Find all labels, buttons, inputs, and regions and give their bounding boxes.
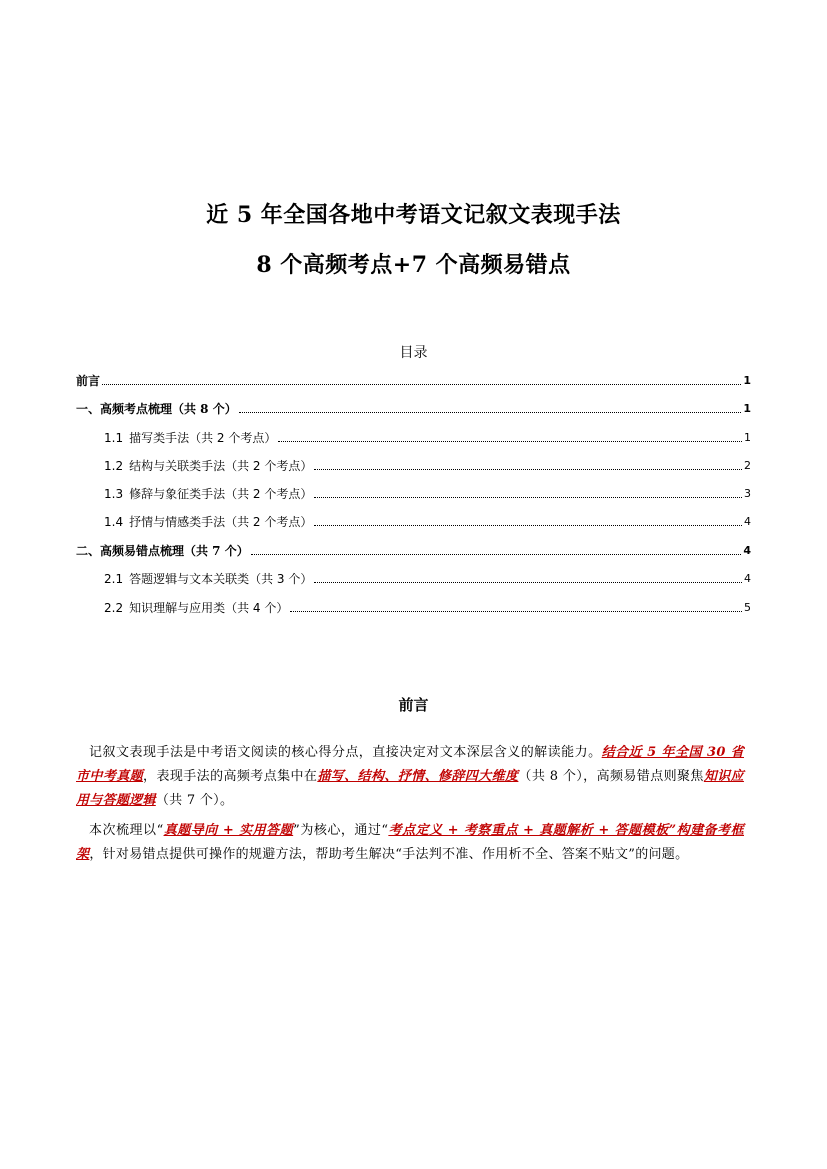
toc-leader-dots	[251, 553, 742, 555]
preface-text: 本次梳理以“	[89, 823, 164, 838]
toc-entry-number: 1.2	[104, 459, 124, 473]
toc-entry-number: 2.1	[104, 572, 124, 586]
toc-entry-1-2[interactable]	[104, 455, 751, 473]
toc-entry-1-3[interactable]	[104, 483, 751, 501]
toc-heading: 目录	[399, 345, 428, 361]
preface-highlight: 描写、结构、抒情、修辞四大维度	[317, 769, 519, 784]
toc-page-number: 4	[743, 544, 751, 557]
toc-leader-dots	[314, 524, 742, 526]
toc-entry-section-2[interactable]	[76, 540, 751, 558]
toc-leader-dots	[314, 581, 742, 583]
toc-page-number: 1	[743, 374, 751, 387]
toc-entry-number: 1.1	[104, 431, 124, 445]
preface-text: （共 8 个），高频易错点则聚焦	[518, 769, 704, 784]
toc-entry-number: 1.3	[104, 487, 124, 501]
toc-page-number: 4	[744, 572, 751, 585]
preface-text: ，表现手法的高频考点集中在	[143, 769, 318, 784]
toc-entry-preface[interactable]	[76, 370, 751, 388]
toc-page-number: 3	[744, 487, 751, 500]
toc-leader-dots	[102, 383, 741, 385]
toc-leader-dots	[239, 411, 742, 413]
toc-leader-dots	[314, 496, 742, 498]
document-title-line-2: 8 个高频考点+7 个高频易错点	[256, 252, 571, 278]
toc-leader-dots	[290, 610, 742, 612]
toc-entry-1-1[interactable]	[104, 427, 751, 445]
toc-leader-dots	[278, 440, 742, 442]
toc-page-number: 5	[744, 601, 751, 614]
toc-entry-2-1[interactable]	[104, 568, 751, 586]
preface-paragraph-2	[76, 819, 744, 867]
toc-leader-dots	[314, 468, 742, 470]
preface-text: （共 7 个）。	[155, 793, 234, 808]
preface-text: 记叙文表现手法是中考语文阅读的核心得分点，直接决定对文本深层含义的解读能力。	[89, 745, 602, 760]
preface-highlight: 知识应用与答题逻辑	[76, 769, 744, 808]
preface-highlight: 考点定义 + 考察重点 + 真题解析 + 答题模板”构建备考框架	[76, 823, 744, 862]
toc-entry-label: 结构与关联类手法（共 2 个考点）	[129, 459, 313, 473]
toc-entry-number: 1.4	[104, 515, 124, 529]
toc-page-number: 1	[743, 402, 751, 415]
toc-entry-label: 前言	[76, 374, 101, 388]
toc-entry-2-2[interactable]	[104, 597, 751, 615]
toc-entry-1-4[interactable]	[104, 511, 751, 529]
toc-entry-label: 一、高频考点梳理（共 8 个）	[76, 402, 237, 416]
toc-entry-label: 二、高频易错点梳理（共 7 个）	[76, 544, 249, 558]
preface-text: ”为核心，通过“	[293, 823, 389, 838]
toc-page-number: 2	[744, 459, 751, 472]
preface-heading: 前言	[398, 696, 429, 714]
toc-entry-label: 知识理解与应用类（共 4 个）	[129, 601, 289, 615]
toc-entry-label: 描写类手法（共 2 个考点）	[129, 431, 277, 445]
toc-entry-label: 抒情与情感类手法（共 2 个考点）	[129, 515, 313, 529]
toc-entry-number: 2.2	[104, 601, 124, 615]
toc-page-number: 4	[744, 515, 751, 528]
toc-page-number: 1	[744, 431, 751, 444]
preface-highlight: 真题导向 + 实用答题	[163, 823, 294, 838]
toc-entry-label: 修辞与象征类手法（共 2 个考点）	[129, 487, 313, 501]
preface-highlight: 结合近 5 年全国 30 省市中考真题	[76, 745, 744, 784]
preface-paragraph-1	[76, 741, 744, 813]
document-title-line-1: 近 5 年全国各地中考语文记叙文表现手法	[206, 202, 621, 228]
preface-text: ，针对易错点提供可操作的规避方法，帮助考生解决“手法判不准、作用析不全、答案不贴文”的问题。	[89, 847, 689, 862]
toc-entry-section-1[interactable]	[76, 398, 751, 416]
toc-entry-label: 答题逻辑与文本关联类（共 3 个）	[129, 572, 313, 586]
